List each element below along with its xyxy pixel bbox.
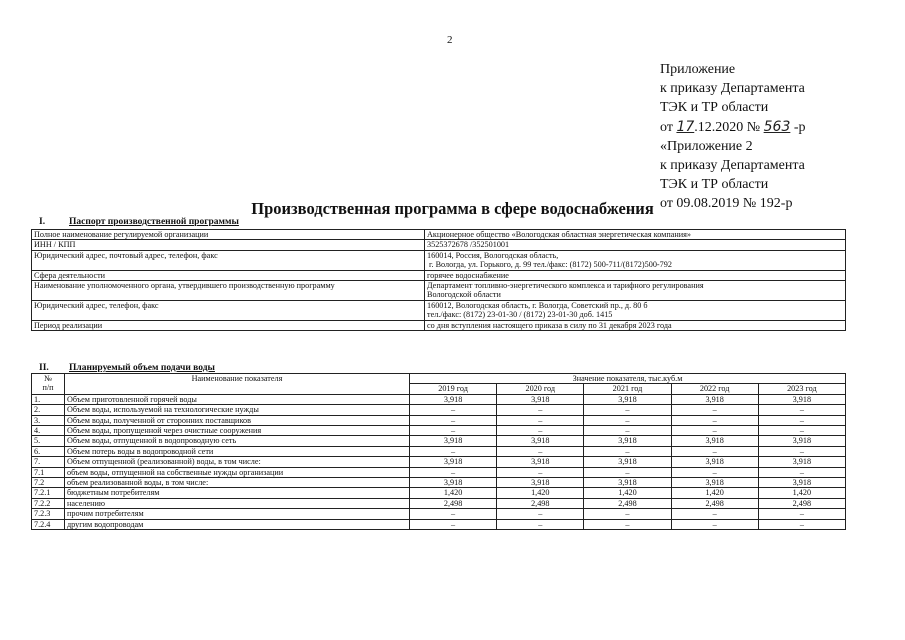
date-rest: .12.2020 № bbox=[694, 119, 761, 135]
value-cell: 3,918 bbox=[497, 478, 584, 488]
handwritten-order-number: 563 bbox=[763, 118, 791, 135]
value-cell: – bbox=[758, 446, 845, 456]
value-cell: – bbox=[497, 446, 584, 456]
passport-value-line: Акционерное общество «Вологодская областная энергетическая компания» bbox=[427, 230, 692, 239]
row-number: 1. bbox=[32, 394, 65, 404]
value-cell: 3,918 bbox=[758, 436, 845, 446]
row-number: 7. bbox=[32, 457, 65, 467]
value-cell: – bbox=[497, 509, 584, 519]
value-cell: 1,420 bbox=[497, 488, 584, 498]
value-cell: 3,918 bbox=[671, 478, 758, 488]
value-cell: – bbox=[584, 509, 671, 519]
passport-value-line: Вологодской области bbox=[427, 290, 501, 300]
page-number: 2 bbox=[447, 34, 453, 46]
date-prefix: от bbox=[660, 119, 673, 135]
section-title: Паспорт производственной программы bbox=[69, 217, 239, 227]
value-cell: 3,918 bbox=[758, 478, 845, 488]
row-number: 7.2.2 bbox=[32, 498, 65, 508]
row-number: 4. bbox=[32, 426, 65, 436]
appendix-line: ТЭК и ТР области bbox=[660, 177, 769, 193]
row-number: 7.2.1 bbox=[32, 488, 65, 498]
appendix-line: к приказу Департамента bbox=[660, 158, 805, 174]
passport-value-line: 160014, Россия, Вологодская область, bbox=[427, 250, 559, 260]
passport-row bbox=[32, 240, 846, 250]
passport-value-line: 3525372678 /352501001 bbox=[427, 240, 510, 250]
value-cell: – bbox=[497, 415, 584, 425]
value-cell: – bbox=[410, 405, 497, 415]
table-row bbox=[32, 488, 846, 498]
value-cell: 2,498 bbox=[497, 498, 584, 508]
row-name: Объем воды, пропущенной через очистные сооружения bbox=[65, 426, 410, 436]
value-cell: – bbox=[758, 467, 845, 477]
passport-row bbox=[32, 250, 846, 270]
value-cell: 3,918 bbox=[584, 394, 671, 404]
year-header: 2022 год bbox=[671, 384, 758, 394]
value-cell: – bbox=[758, 509, 845, 519]
year-header: 2023 год bbox=[758, 384, 845, 394]
row-name: Объем воды, используемой на технологические нужды bbox=[65, 405, 410, 415]
table-row bbox=[32, 426, 846, 436]
value-cell: – bbox=[584, 519, 671, 529]
passport-key: Сфера деятельности bbox=[32, 270, 425, 280]
value-cell: – bbox=[758, 426, 845, 436]
value-cell: 3,918 bbox=[410, 436, 497, 446]
value-cell: – bbox=[410, 467, 497, 477]
row-number: 7.1 bbox=[32, 467, 65, 477]
section-number: I. bbox=[39, 217, 46, 227]
passport-value bbox=[425, 230, 846, 240]
row-number: 7.2.4 bbox=[32, 519, 65, 529]
passport-value bbox=[425, 240, 846, 250]
col-header-number: № п/п bbox=[32, 374, 65, 395]
order-suffix: -р bbox=[793, 119, 806, 135]
value-cell: – bbox=[758, 519, 845, 529]
passport-row bbox=[32, 270, 846, 280]
value-cell: – bbox=[410, 426, 497, 436]
passport-value-line: со дня вступления настоящего приказа в силу по 31 декабря 2023 года bbox=[427, 320, 672, 330]
value-cell: 3,918 bbox=[410, 478, 497, 488]
value-cell: – bbox=[671, 519, 758, 529]
row-name: прочим потребителям bbox=[65, 509, 410, 519]
value-cell: – bbox=[671, 509, 758, 519]
passport-row bbox=[32, 300, 846, 320]
passport-value-line: горячее водоснабжение bbox=[427, 270, 509, 280]
passport-key: Период реализации bbox=[32, 320, 425, 330]
row-number: 7.2 bbox=[32, 478, 65, 488]
value-cell: – bbox=[410, 415, 497, 425]
row-name: Объем отпущенной (реализованной) воды, в том числе: bbox=[65, 457, 410, 467]
row-name: населению bbox=[65, 498, 410, 508]
row-name: бюджетным потребителям bbox=[65, 488, 410, 498]
appendix-line: от 09.08.2019 № 192-р bbox=[660, 196, 793, 212]
passport-key: ИНН / КПП bbox=[32, 240, 425, 250]
row-number: 7.2.3 bbox=[32, 509, 65, 519]
value-cell: 3,918 bbox=[758, 457, 845, 467]
year-header: 2019 год bbox=[410, 384, 497, 394]
value-cell: 3,918 bbox=[410, 394, 497, 404]
value-cell: – bbox=[497, 467, 584, 477]
value-cell: – bbox=[584, 415, 671, 425]
value-cell: 3,918 bbox=[584, 478, 671, 488]
value-cell: 3,918 bbox=[671, 394, 758, 404]
row-number: 2. bbox=[32, 405, 65, 415]
appendix-line: ТЭК и ТР области bbox=[660, 100, 769, 116]
appendix-line: к приказу Департамента bbox=[660, 81, 805, 97]
value-cell: – bbox=[584, 405, 671, 415]
handwritten-day: 17 bbox=[676, 118, 695, 135]
value-cell: 2,498 bbox=[758, 498, 845, 508]
table-row bbox=[32, 509, 846, 519]
table-row bbox=[32, 446, 846, 456]
appendix-date-line bbox=[660, 118, 806, 137]
passport-value-line: г. Вологда, ул. Горького, д. 99 тел./факс: (8172) 500-711/(8172)500-792 bbox=[427, 260, 672, 270]
value-cell: – bbox=[671, 426, 758, 436]
value-cell: 3,918 bbox=[758, 394, 845, 404]
table-row bbox=[32, 405, 846, 415]
passport-key: Полное наименование регулируемой организации bbox=[32, 230, 425, 240]
col-header-value: Значение показателя, тыс.куб.м bbox=[410, 374, 846, 384]
value-cell: 1,420 bbox=[758, 488, 845, 498]
value-cell: 3,918 bbox=[584, 457, 671, 467]
row-number: 3. bbox=[32, 415, 65, 425]
row-name: другим водопроводам bbox=[65, 519, 410, 529]
section-heading bbox=[39, 217, 239, 227]
appendix-line: Приложение bbox=[660, 62, 736, 77]
year-header: 2020 год bbox=[497, 384, 584, 394]
value-cell: 3,918 bbox=[497, 394, 584, 404]
passport-row bbox=[32, 320, 846, 330]
row-name: Объем потерь воды в водопроводной сети bbox=[65, 446, 410, 456]
row-name: объем реализованной воды, в том числе: bbox=[65, 478, 410, 488]
value-cell: 3,918 bbox=[671, 436, 758, 446]
value-cell: – bbox=[497, 519, 584, 529]
table-row bbox=[32, 467, 846, 477]
passport-value bbox=[425, 300, 846, 320]
passport-value-line: 160012, Вологодская область, г. Вологда, Советский пр., д. 80 б bbox=[427, 300, 648, 310]
row-name: Объем воды, полученной от сторонних поставщиков bbox=[65, 415, 410, 425]
passport-table bbox=[31, 229, 846, 331]
table-row bbox=[32, 415, 846, 425]
section-heading bbox=[39, 363, 215, 373]
value-cell: 3,918 bbox=[497, 436, 584, 446]
value-cell: 3,918 bbox=[584, 436, 671, 446]
value-cell: 3,918 bbox=[671, 457, 758, 467]
value-cell: 2,498 bbox=[671, 498, 758, 508]
section-title: Планируемый объем подачи воды bbox=[69, 363, 215, 373]
value-cell: 1,420 bbox=[410, 488, 497, 498]
passport-value bbox=[425, 270, 846, 280]
value-cell: 2,498 bbox=[584, 498, 671, 508]
water-volume-table bbox=[31, 373, 846, 530]
row-name: Объем воды, отпущенной в водопроводную сеть bbox=[65, 436, 410, 446]
col-header-name: Наименование показателя bbox=[65, 374, 410, 395]
value-cell: – bbox=[584, 467, 671, 477]
value-cell: – bbox=[584, 446, 671, 456]
row-number: 6. bbox=[32, 446, 65, 456]
document-title: Производственная программа в сфере водоснабжения bbox=[251, 199, 654, 218]
table-row bbox=[32, 436, 846, 446]
passport-row bbox=[32, 230, 846, 240]
value-cell: – bbox=[497, 405, 584, 415]
value-cell: – bbox=[410, 519, 497, 529]
value-cell: – bbox=[671, 405, 758, 415]
passport-value bbox=[425, 320, 846, 330]
passport-value-line: Департамент топливно-энергетического комплекса и тарифного регулирования bbox=[427, 281, 704, 291]
passport-key: Наименование уполномоченного органа, утвердившего производственную программу bbox=[32, 281, 425, 301]
value-cell: – bbox=[497, 426, 584, 436]
passport-row bbox=[32, 281, 846, 301]
value-cell: 3,918 bbox=[497, 457, 584, 467]
value-cell: – bbox=[758, 415, 845, 425]
value-cell: 2,498 bbox=[410, 498, 497, 508]
value-cell: – bbox=[671, 415, 758, 425]
value-cell: – bbox=[671, 446, 758, 456]
value-cell: – bbox=[410, 509, 497, 519]
table-row bbox=[32, 498, 846, 508]
passport-value bbox=[425, 250, 846, 270]
section-number: II. bbox=[39, 363, 49, 373]
row-number: 5. bbox=[32, 436, 65, 446]
table-row bbox=[32, 394, 846, 404]
value-cell: – bbox=[671, 467, 758, 477]
row-name: объем воды, отпущенной на собственные нужды организации bbox=[65, 467, 410, 477]
passport-value bbox=[425, 281, 846, 301]
passport-key: Юридический адрес, телефон, факс bbox=[32, 300, 425, 320]
value-cell: 1,420 bbox=[584, 488, 671, 498]
table-row bbox=[32, 457, 846, 467]
passport-value-line: тел./факс: (8172) 23-01-30 / (8172) 23-01-30 доб. 1415 bbox=[427, 310, 613, 320]
appendix-header bbox=[660, 60, 806, 214]
value-cell: – bbox=[410, 446, 497, 456]
value-cell: – bbox=[758, 405, 845, 415]
value-cell: 1,420 bbox=[671, 488, 758, 498]
row-name: Объем приготовленной горячей воды bbox=[65, 394, 410, 404]
value-cell: – bbox=[584, 426, 671, 436]
value-cell: 3,918 bbox=[410, 457, 497, 467]
table-row bbox=[32, 478, 846, 488]
year-header: 2021 год bbox=[584, 384, 671, 394]
passport-key: Юридический адрес, почтовый адрес, телефон, факс bbox=[32, 250, 425, 270]
appendix-line: «Приложение 2 bbox=[660, 138, 753, 154]
table-row bbox=[32, 519, 846, 529]
